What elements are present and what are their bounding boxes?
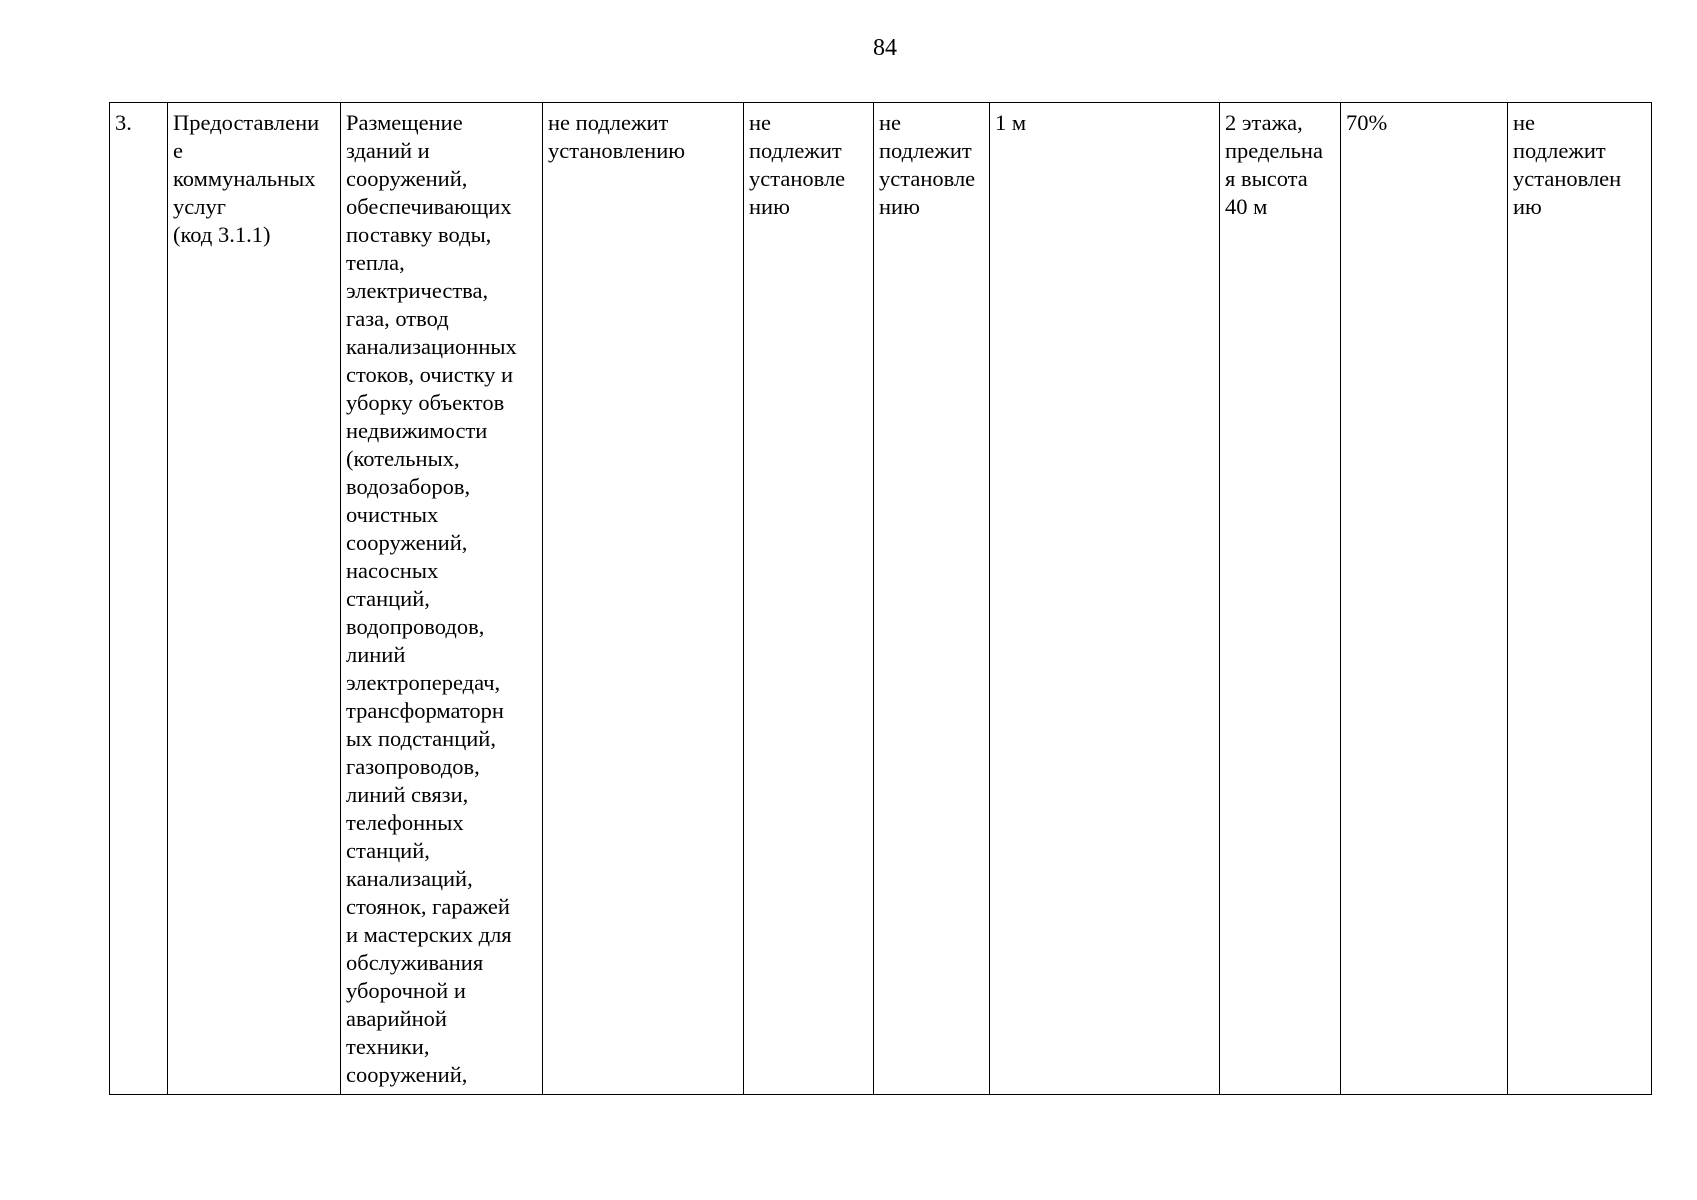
cell-col8-text: 2 этажа, предельна я высота 40 м: [1225, 110, 1323, 219]
cell-col7: [990, 103, 1220, 1095]
cell-description-text: Размещение зданий и сооружений, обеспечивающих поставку воды, тепла, электричества, газа, отвод канализационных стоков, очистку и уборку объектов недвижимости (котельных, водозаборов, очистных сооружений, насосных станций, водопроводов, линий электропередач, трансформаторн ых подстанций, газопроводов, линий связи, телефонных станций, канализаций, стоянок, гаражей и мастерских для обслуживания уборочной и аварийной техники, сооружений,: [346, 110, 517, 1087]
cell-description: [341, 103, 543, 1095]
cell-col8: [1220, 103, 1341, 1095]
cell-col6-text: не подлежит установле нию: [879, 110, 976, 219]
cell-col9: [1341, 103, 1508, 1095]
page-number: 84: [873, 35, 897, 61]
table-row: [110, 103, 1652, 1095]
cell-index: [110, 103, 168, 1095]
cell-col9-text: 70%: [1346, 110, 1388, 135]
cell-col4: [543, 103, 744, 1095]
regulations-table: [109, 102, 1652, 1095]
cell-index-text: 3.: [115, 110, 132, 135]
cell-col7-text: 1 м: [995, 110, 1027, 135]
cell-col5-text: не подлежит установле нию: [749, 110, 846, 219]
cell-col5: [744, 103, 874, 1095]
cell-use-type-text: Предоставлени е коммунальных услуг (код 3.1.1): [173, 110, 320, 247]
cell-col10-text: не подлежит установлен ию: [1513, 110, 1622, 219]
cell-col10: [1508, 103, 1652, 1095]
cell-col4-text: не подлежит установлению: [548, 110, 686, 163]
cell-col6: [874, 103, 990, 1095]
cell-use-type: [168, 103, 341, 1095]
